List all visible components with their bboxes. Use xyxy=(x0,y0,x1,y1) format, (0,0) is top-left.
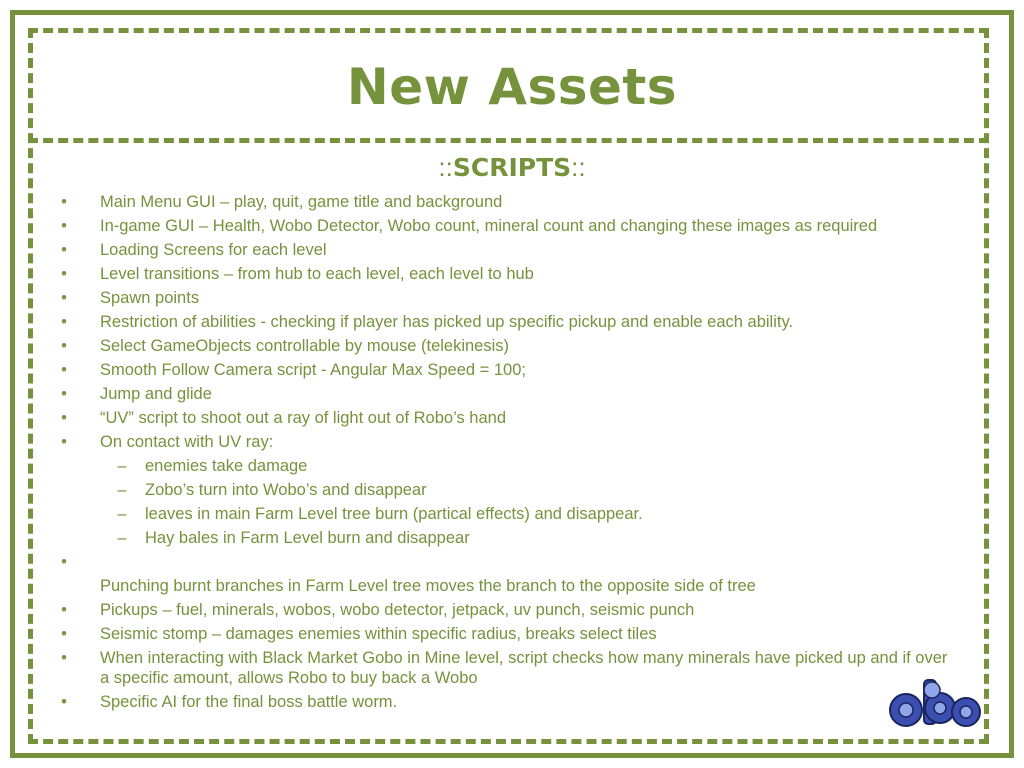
list-item: • Smooth Follow Camera script - Angular Max Speed = 100; xyxy=(58,358,958,382)
sub-list-item: – leaves in main Farm Level tree burn (partical effects) and disappear. xyxy=(58,502,958,526)
bullet: • xyxy=(61,433,67,451)
bullet: • xyxy=(61,601,67,619)
list-item: • Jump and glide xyxy=(58,382,958,406)
bullet: • xyxy=(61,265,67,283)
sub-list-item: – Zobo’s turn into Wobo’s and disappear xyxy=(58,478,958,502)
list-item: • In-game GUI – Health, Wobo Detector, Wobo count, mineral count and changing these images as required xyxy=(58,214,958,238)
section-heading xyxy=(0,152,1024,183)
list-item: • Select GameObjects controllable by mouse (telekinesis) xyxy=(58,334,958,358)
slide-title: New Assets xyxy=(346,58,678,116)
bullet: • xyxy=(61,313,67,331)
section-suffix: :: xyxy=(571,152,586,182)
list-item: • Level transitions – from hub to each level, each level to hub xyxy=(58,262,958,286)
bullet: • xyxy=(61,241,67,259)
bullet: • xyxy=(61,553,67,571)
title-divider xyxy=(28,138,989,143)
bullet: • xyxy=(61,625,67,643)
sub-bullet: – xyxy=(117,529,127,547)
list-item: • Seismic stomp – damages enemies within specific radius, breaks select tiles xyxy=(58,622,958,646)
sub-list-item: – enemies take damage xyxy=(58,454,958,478)
list-item: • When interacting with Black Market Gobo in Mine level, script checks how many minerals have picked up and if over a specific amount, allows Robo to buy back a Wobo xyxy=(58,646,958,690)
bullet: • xyxy=(61,693,67,711)
list-item: • Main Menu GUI – play, quit, game title and background xyxy=(58,190,958,214)
bullet: • xyxy=(61,361,67,379)
obo-logo xyxy=(884,676,984,732)
list-item: • Pickups – fuel, minerals, wobos, wobo detector, jetpack, uv punch, seismic punch xyxy=(58,598,958,622)
list-item: • “UV” script to shoot out a ray of light out of Robo’s hand xyxy=(58,406,958,430)
list-item: • Spawn points xyxy=(58,286,958,310)
sub-bullet: – xyxy=(117,481,127,499)
sub-bullet: – xyxy=(117,505,127,523)
list-item-continued: Punching burnt branches in Farm Level tree moves the branch to the opposite side of tree xyxy=(100,577,756,595)
bullet: • xyxy=(61,289,67,307)
bullet: • xyxy=(61,217,67,235)
bullet: • xyxy=(61,193,67,211)
list-item: • Restriction of abilities - checking if player has picked up specific pickup and enable each ability. xyxy=(58,310,958,334)
list-item: • Specific AI for the final boss battle worm. xyxy=(58,690,958,714)
sub-list-item: – Hay bales in Farm Level burn and disappear xyxy=(58,526,958,550)
list-item: • On contact with UV ray: xyxy=(58,430,958,454)
scripts-list xyxy=(58,190,958,714)
bullet: • xyxy=(61,409,67,427)
list-item-empty xyxy=(58,550,958,574)
section-label: SCRIPTS xyxy=(452,153,572,182)
list-item: • Loading Screens for each level xyxy=(58,238,958,262)
section-prefix: :: xyxy=(438,152,453,182)
bullet: • xyxy=(61,649,67,667)
bullet: • xyxy=(61,337,67,355)
bullet: • xyxy=(61,385,67,403)
logo-letters xyxy=(890,680,980,726)
sub-bullet: – xyxy=(117,457,127,475)
